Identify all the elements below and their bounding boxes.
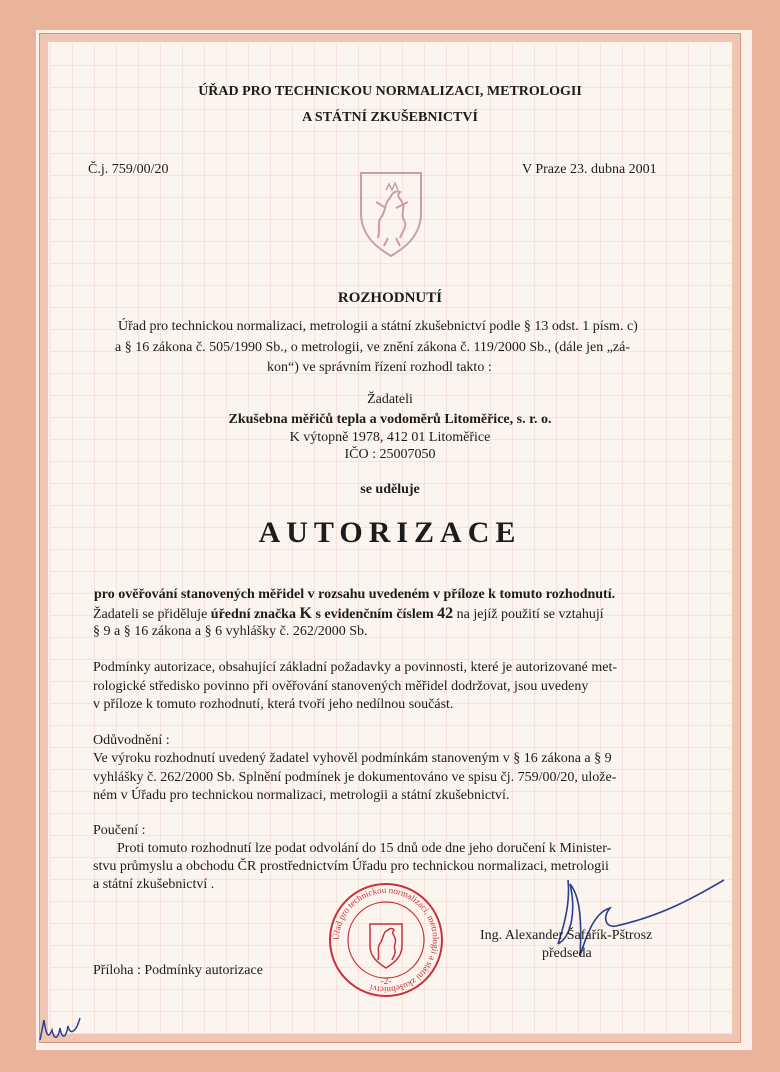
justification-line: vyhlášky č. 262/2000 Sb. Splnění podmínek je dokumentováno ve spisu čj. 759/00/20, ulože-	[93, 770, 617, 785]
purpose-line: § 9 a § 16 zákona a § 6 vyhlášky č. 262/2000 Sb.	[93, 624, 368, 639]
conditions-line: rologické středisko povinno při ověřování stanovených měřidel dodržovat, jsou uvedeny	[93, 679, 589, 694]
justification-line: Ve výroku rozhodnutí uvedený žadatel vyhověl podmínkám stanoveným v § 16 zákona a § 9	[93, 751, 612, 766]
applicant-ico: IČO : 25007050	[344, 447, 436, 462]
intro-line: Úřad pro technickou normalizaci, metrologii a státní zkušebnictví podle § 13 odst. 1 písm. c)	[118, 319, 638, 334]
purpose-line: pro ověřování stanovených měřidel v rozsahu uvedeném v příloze k tomuto rozhodnutí.	[94, 587, 616, 602]
issuer-line-2: A STÁTNÍ ZKUŠEBNICTVÍ	[302, 110, 478, 125]
applicant-name: Zkušebna měřičů tepla a vodoměrů Litoměřice, s. r. o.	[228, 412, 552, 427]
official-stamp	[326, 880, 446, 1000]
document-title: ROZHODNUTÍ	[337, 290, 443, 306]
registration-number: 42	[437, 605, 454, 622]
registration-label: s evidenčním číslem	[311, 607, 438, 622]
applicant-label: Žadateli	[367, 392, 413, 407]
justification-label: Odůvodnění :	[93, 733, 170, 748]
instruction-line: Proti tomuto rozhodnutí lze podat odvolání do 15 dnů ode dne jeho doručení k Minister-	[117, 841, 612, 856]
stamp-number: -2-	[380, 976, 392, 986]
grant-label: se uděluje	[360, 482, 420, 497]
purpose-text: Žadateli se přiděluje	[93, 607, 211, 622]
issuer-line-1: ÚŘAD PRO TECHNICKOU NORMALIZACI, METROLOGII	[198, 84, 582, 99]
instruction-label: Poučení :	[93, 823, 146, 838]
initials-icon	[36, 1010, 86, 1050]
conditions-line: v příloze k tomuto rozhodnutí, která tvoří jeho nedílnou součást.	[93, 697, 454, 712]
conditions-line: Podmínky autorizace, obsahující základní požadavky a povinnosti, které je autorizované met-	[93, 660, 618, 675]
purpose-line	[93, 606, 604, 623]
official-mark-letter: K	[299, 605, 312, 622]
official-mark-label: úřední značka	[210, 607, 300, 622]
intro-line: kon“) ve správním řízení rozhodl takto :	[267, 360, 492, 375]
stamp-text: Úřad pro technickou normalizaci, metrologii a státní zkušebnictví	[330, 884, 442, 996]
annex-note: Příloha : Podmínky autorizace	[93, 963, 263, 978]
instruction-line: a státní zkušebnictví .	[93, 877, 215, 892]
purpose-text: na jejíž použití se vztahují	[453, 607, 604, 622]
applicant-address: K výtopně 1978, 412 01 Litoměřice	[289, 430, 491, 445]
issue-date: V Praze 23. dubna 2001	[522, 162, 657, 177]
intro-line: a § 16 zákona č. 505/1990 Sb., o metrologii, ve znění zákona č. 119/2000 Sb., (dále jen „zá-	[115, 340, 630, 355]
signatory-name: Ing. Alexander Šafařík-Pštrosz	[480, 928, 653, 943]
justification-line: ném v Úřadu pro technickou normalizaci, metrologii a státní zkušebnictví.	[93, 788, 510, 803]
reference-number: Č.j. 759/00/20	[88, 162, 169, 177]
instruction-line: stvu průmyslu a obchodu ČR prostřednictvím Úřadu pro technickou normalizaci, metrologii	[93, 859, 609, 874]
signatory-role: předseda	[542, 946, 592, 961]
authorization-heading: AUTORIZACE	[258, 516, 522, 549]
coat-of-arms-icon	[356, 168, 426, 258]
